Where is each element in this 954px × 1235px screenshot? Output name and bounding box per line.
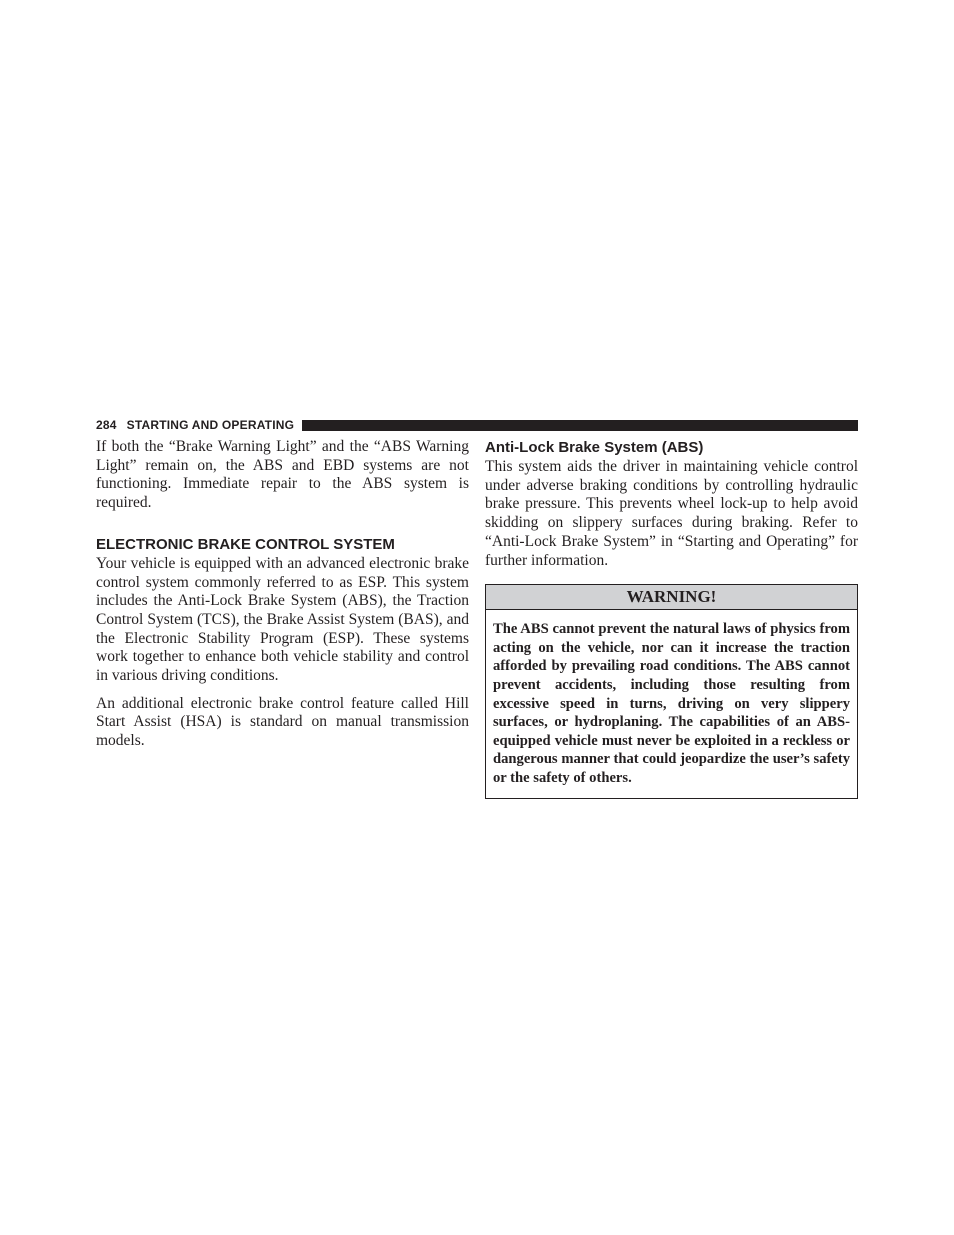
warning-title: WARNING! [486,585,857,610]
body-paragraph-abs: This system aids the driver in maintaining vehicle control under adverse braking conditions by controlling hydraulic brake pressure. This prevents wheel lock-up to help avoid skidding on slippery surfaces during braking. Refer to “Anti-Lock Brake System” in “Starting and Operating” for further information. [485,458,858,569]
page-header [96,417,858,433]
body-paragraph-esp: Your vehicle is equipped with an advanced electronic brake control system commonly referred to as ESP. This system includes the Anti-Lock Brake System (ABS), the Traction Control System (TCS), the Brake Assist System (BAS), and the Electronic Stability Program (ESP). These systems work together to enhance both vehicle stability and control in various driving conditions. [96,554,469,685]
intro-paragraph: If both the “Brake Warning Light” and the “ABS Warning Light” remain on, the ABS and EBD systems are not functioning. Immediate repair to the ABS system is required. [96,438,469,512]
warning-text: The ABS cannot prevent the natural laws of physics from acting on the vehicle, nor can it increase the traction afforded by prevailing road conditions. The ABS cannot prevent accidents, including those resulting from excessive speed in turns, driving on very slippery surfaces, or hydroplaning. The capabilities of an ABS-equipped vehicle must never be exploited in a reckless or dangerous manner that could jeopardize the user’s safety or the safety of others. [493,621,850,786]
section-title: STARTING AND OPERATING [126,418,295,432]
header-rule-bar [302,420,858,431]
body-paragraph-hsa: An additional electronic brake control feature called Hill Start Assist (HSA) is standard on manual transmission models. [96,694,469,750]
subsection-heading: Anti-Lock Brake System (ABS) [485,439,704,456]
left-column [96,438,469,751]
right-column [485,438,858,799]
page-number: 284 [96,418,117,432]
warning-box [485,584,858,798]
section-heading: ELECTRONIC BRAKE CONTROL SYSTEM [96,535,395,553]
